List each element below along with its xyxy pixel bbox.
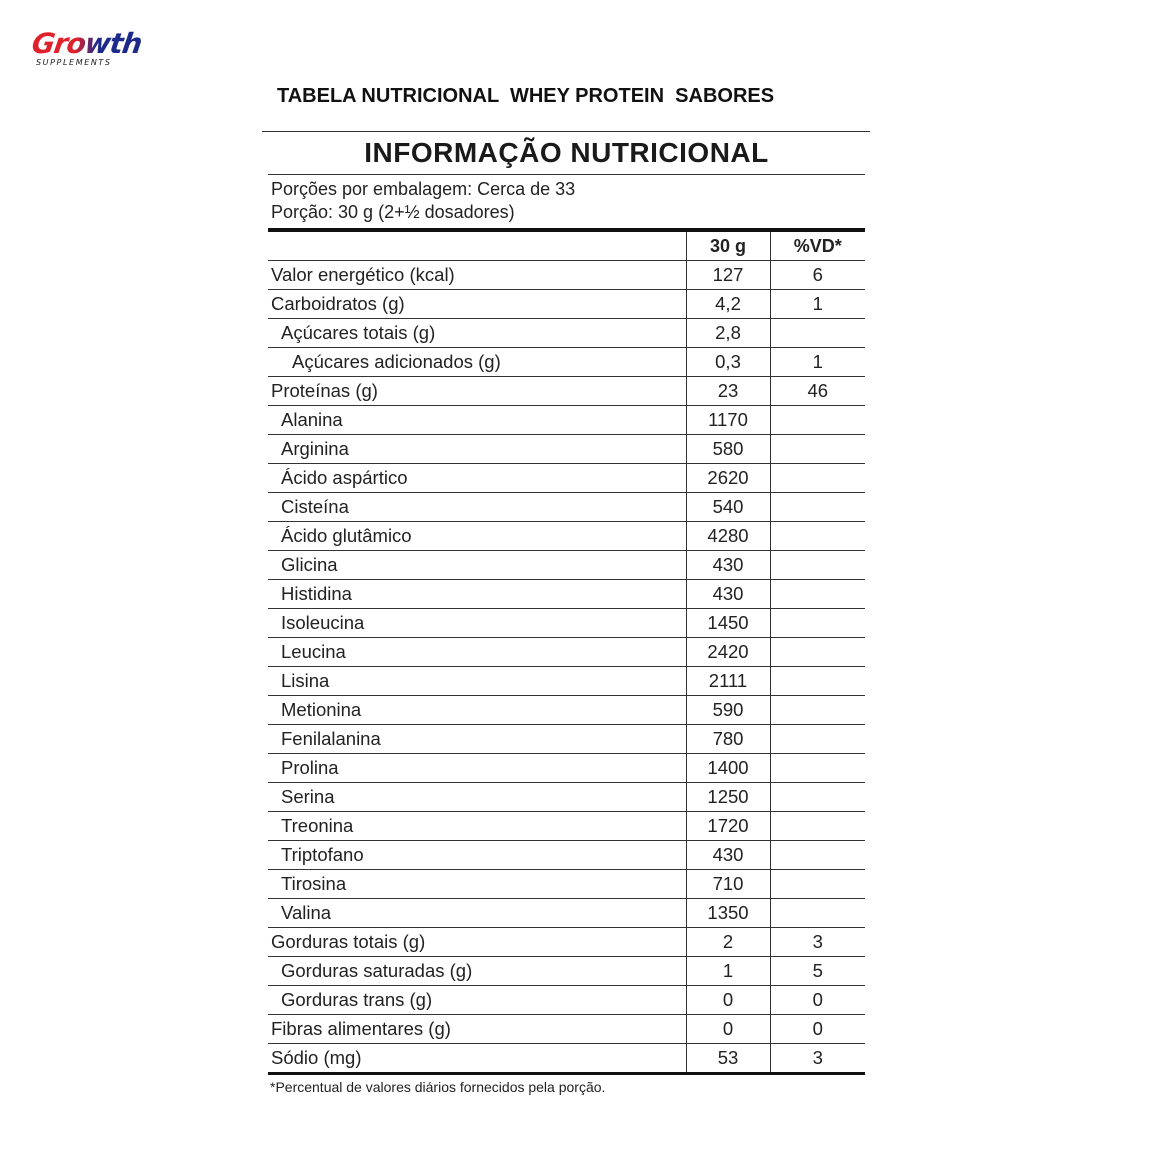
serving-info: [271, 175, 870, 224]
nutrient-amount: 0,3: [686, 348, 770, 377]
nutrient-daily-value: 46: [770, 377, 865, 406]
nutrient-name: Serina: [268, 783, 686, 812]
nutrient-daily-value: [770, 435, 865, 464]
nutrient-amount: 540: [686, 493, 770, 522]
nutrient-amount: 1400: [686, 754, 770, 783]
nutrient-daily-value: [770, 580, 865, 609]
growth-logo: [30, 28, 155, 70]
table-row: [268, 580, 865, 609]
nutrient-daily-value: 0: [770, 986, 865, 1015]
table-row: [268, 928, 865, 957]
nutrient-amount: 430: [686, 551, 770, 580]
table-row: [268, 783, 865, 812]
table-row: [268, 551, 865, 580]
nutrient-amount: 2420: [686, 638, 770, 667]
nutrient-name: Valor energético (kcal): [268, 261, 686, 290]
table-row: [268, 290, 865, 319]
nutrient-amount: 430: [686, 841, 770, 870]
table-row: [268, 696, 865, 725]
nutrient-name: Arginina: [268, 435, 686, 464]
nutrient-name: Fenilalanina: [268, 725, 686, 754]
nutrient-name: Proteínas (g): [268, 377, 686, 406]
table-row: [268, 667, 865, 696]
nutrient-amount: 4280: [686, 522, 770, 551]
nutrient-name: Treonina: [268, 812, 686, 841]
nutrient-daily-value: [770, 522, 865, 551]
logo-wordmark: Growth: [29, 27, 144, 60]
nutrition-table: [268, 228, 865, 1075]
nutrient-name: Valina: [268, 899, 686, 928]
nutrient-name: Triptofano: [268, 841, 686, 870]
nutrient-name: Gorduras trans (g): [268, 986, 686, 1015]
nutrient-daily-value: [770, 638, 865, 667]
nutrient-name: Alanina: [268, 406, 686, 435]
nutrition-panel: [262, 131, 870, 1095]
nutrient-name: Leucina: [268, 638, 686, 667]
nutrient-daily-value: [770, 696, 865, 725]
nutrient-daily-value: [770, 319, 865, 348]
document-title: TABELA NUTRICIONAL WHEY PROTEIN SABORES: [277, 85, 775, 107]
nutrient-name: Tirosina: [268, 870, 686, 899]
table-row: [268, 522, 865, 551]
table-row: [268, 464, 865, 493]
table-row: [268, 754, 865, 783]
nutrient-name: Açúcares totais (g): [268, 319, 686, 348]
nutrient-amount: 1720: [686, 812, 770, 841]
nutrient-amount: 430: [686, 580, 770, 609]
table-row: [268, 377, 865, 406]
table-row: [268, 406, 865, 435]
nutrient-amount: 1250: [686, 783, 770, 812]
table-row: [268, 899, 865, 928]
nutrient-amount: 2: [686, 928, 770, 957]
header-nutrient: [268, 230, 686, 261]
nutrient-amount: 127: [686, 261, 770, 290]
nutrient-daily-value: [770, 812, 865, 841]
table-row: [268, 319, 865, 348]
nutrient-name: Fibras alimentares (g): [268, 1015, 686, 1044]
table-row: [268, 1015, 865, 1044]
footnote: *Percentual de valores diários fornecidos pela porção.: [270, 1079, 606, 1095]
nutrient-daily-value: 1: [770, 348, 865, 377]
header-portion: 30 g: [686, 230, 770, 261]
nutrient-amount: 0: [686, 986, 770, 1015]
nutrient-name: Prolina: [268, 754, 686, 783]
table-row: [268, 957, 865, 986]
nutrient-daily-value: 3: [770, 928, 865, 957]
nutrient-amount: 1: [686, 957, 770, 986]
nutrient-amount: 710: [686, 870, 770, 899]
nutrient-amount: 53: [686, 1044, 770, 1074]
nutrient-daily-value: [770, 725, 865, 754]
nutrient-amount: 590: [686, 696, 770, 725]
table-row: [268, 870, 865, 899]
nutrient-daily-value: [770, 783, 865, 812]
nutrient-daily-value: 0: [770, 1015, 865, 1044]
nutrient-daily-value: [770, 551, 865, 580]
nutrient-name: Isoleucina: [268, 609, 686, 638]
table-row: [268, 812, 865, 841]
header-daily-value: %VD*: [770, 230, 865, 261]
nutrient-amount: 2,8: [686, 319, 770, 348]
nutrient-name: Cisteína: [268, 493, 686, 522]
nutrient-daily-value: [770, 406, 865, 435]
nutrient-name: Histidina: [268, 580, 686, 609]
nutrient-daily-value: [770, 493, 865, 522]
nutrient-amount: 2111: [686, 667, 770, 696]
nutrient-amount: 580: [686, 435, 770, 464]
table-row: [268, 261, 865, 290]
nutrient-name: Sódio (mg): [268, 1044, 686, 1074]
nutrient-name: Lisina: [268, 667, 686, 696]
nutrient-daily-value: [770, 609, 865, 638]
nutrient-amount: 1170: [686, 406, 770, 435]
nutrient-daily-value: [770, 667, 865, 696]
logo-subtitle: SUPPLEMENTS: [36, 58, 112, 67]
nutrient-amount: 780: [686, 725, 770, 754]
nutrient-daily-value: 5: [770, 957, 865, 986]
table-body: [268, 261, 865, 1074]
panel-heading: INFORMAÇÃO NUTRICIONAL: [268, 132, 865, 175]
nutrient-daily-value: 6: [770, 261, 865, 290]
table-row: [268, 986, 865, 1015]
nutrient-amount: 2620: [686, 464, 770, 493]
nutrient-name: Carboidratos (g): [268, 290, 686, 319]
table-row: [268, 638, 865, 667]
nutrient-name: Ácido aspártico: [268, 464, 686, 493]
nutrient-amount: 0: [686, 1015, 770, 1044]
nutrient-amount: 1350: [686, 899, 770, 928]
nutrient-name: Glicina: [268, 551, 686, 580]
nutrient-name: Gorduras totais (g): [268, 928, 686, 957]
nutrient-amount: 4,2: [686, 290, 770, 319]
table-row: [268, 493, 865, 522]
nutrient-daily-value: 3: [770, 1044, 865, 1074]
table-row: [268, 435, 865, 464]
portions-per-package: Porções por embalagem: Cerca de 33: [271, 179, 576, 199]
table-row: [268, 1044, 865, 1074]
table-row: [268, 725, 865, 754]
table-row: [268, 609, 865, 638]
nutrient-daily-value: [770, 464, 865, 493]
nutrient-name: Ácido glutâmico: [268, 522, 686, 551]
nutrient-name: Metionina: [268, 696, 686, 725]
nutrient-name: Açúcares adicionados (g): [268, 348, 686, 377]
nutrient-daily-value: 1: [770, 290, 865, 319]
nutrient-amount: 23: [686, 377, 770, 406]
table-row: [268, 348, 865, 377]
table-header-row: [268, 230, 865, 261]
nutrient-amount: 1450: [686, 609, 770, 638]
nutrient-daily-value: [770, 899, 865, 928]
nutrient-daily-value: [770, 754, 865, 783]
nutrient-daily-value: [770, 870, 865, 899]
nutrient-name: Gorduras saturadas (g): [268, 957, 686, 986]
nutrient-daily-value: [770, 841, 865, 870]
portion-size: Porção: 30 g (2+½ dosadores): [271, 202, 515, 222]
table-row: [268, 841, 865, 870]
